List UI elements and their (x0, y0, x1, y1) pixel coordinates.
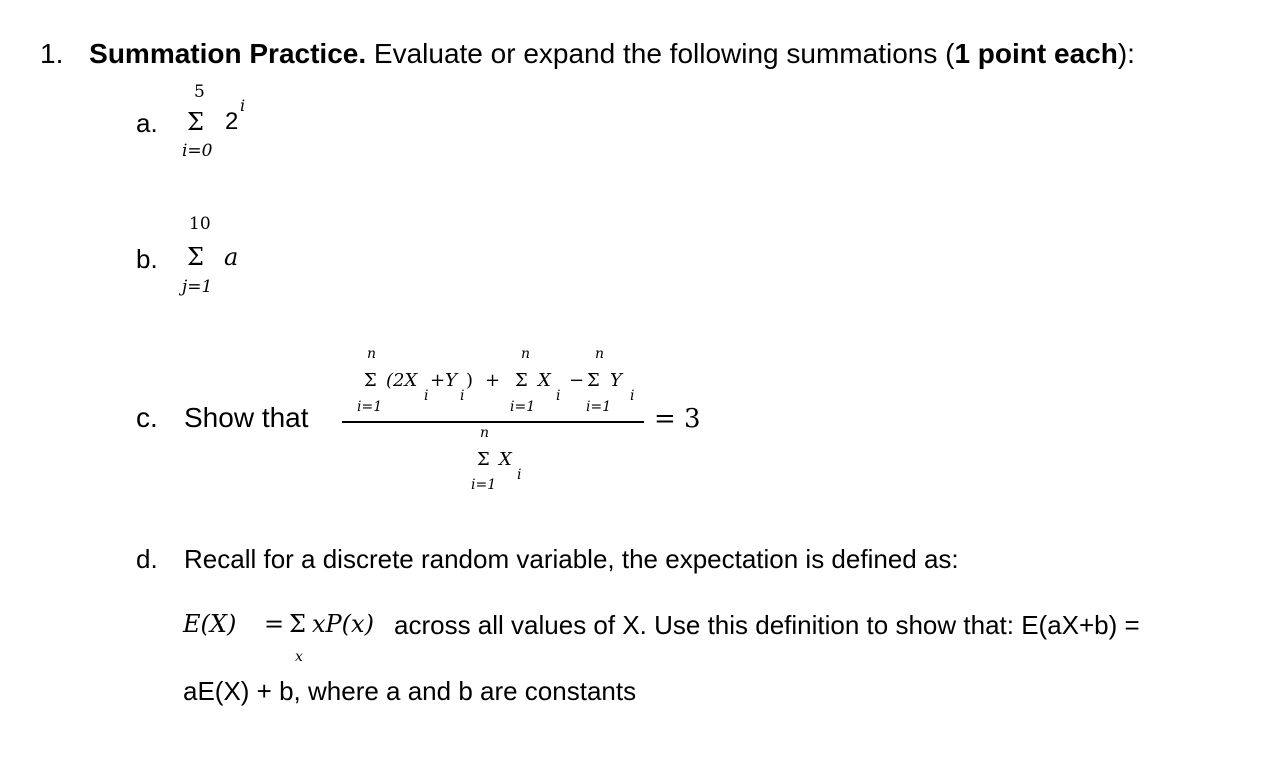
numerator-term-3: Y (610, 370, 622, 391)
question-title: Summation Practice. (89, 38, 367, 69)
numerator-term-1a: (2X (386, 370, 418, 391)
question-header (40, 40, 1135, 68)
part-c-equals: = 3 (654, 404, 701, 434)
numerator-term-1-sub-2: i (460, 388, 465, 404)
numerator-sigma-1-upper: n (367, 346, 377, 362)
part-a-exponent: i (240, 96, 246, 115)
part-a-upper-limit: 5 (194, 82, 205, 102)
expectation-term: xP(x) (312, 610, 374, 638)
part-c-text: Show that (184, 402, 309, 433)
part-a-sigma: Σ (187, 108, 204, 136)
part-b-upper-limit: 10 (189, 214, 211, 234)
numerator-sigma-2: Σ (515, 370, 528, 391)
denominator-term: X (499, 449, 512, 470)
part-b-sigma: Σ (187, 243, 204, 271)
part-d-line-2: across all values of X. Use this definition to show that: E(aX+b) = (394, 610, 1140, 640)
question-intro-end: ): (1117, 38, 1135, 69)
numerator-term-1c: ) (466, 370, 474, 391)
denominator-sigma-lower: i=1 (471, 477, 497, 493)
question-points: 1 point each (954, 38, 1118, 69)
numerator-sigma-3: Σ (587, 370, 600, 391)
part-a-label: a. (136, 108, 158, 138)
denominator-sigma: Σ (477, 449, 490, 470)
question-number: 1. (40, 38, 64, 69)
part-c-label: c. (136, 402, 158, 433)
numerator-sigma-2-upper: n (521, 346, 531, 362)
numerator-sigma-3-lower: i=1 (586, 399, 612, 415)
denominator-term-sub: i (517, 467, 522, 483)
expectation-sigma-lower: x (295, 649, 303, 665)
numerator-sigma-3-upper: n (595, 346, 605, 362)
numerator-term-2-sub: i (556, 388, 561, 404)
numerator-term-2: X (538, 370, 551, 391)
part-b-term: a (224, 243, 239, 271)
question-intro: Evaluate or expand the following summations ( (366, 38, 955, 69)
numerator-sigma-1-lower: i=1 (357, 399, 383, 415)
part-a-lower-limit: i=0 (182, 141, 213, 161)
numerator-term-1b: +Y (430, 370, 457, 391)
expectation-lhs: E(X) (183, 610, 237, 638)
numerator-term-3-sub: i (630, 388, 635, 404)
numerator-sigma-2-lower: i=1 (510, 399, 536, 415)
numerator-term-1-sub-1: i (424, 388, 429, 404)
numerator-sigma-1: Σ (364, 370, 377, 391)
expectation-sigma: Σ (289, 610, 306, 638)
part-d-line-1: Recall for a discrete random variable, the expectation is defined as: (184, 544, 959, 574)
part-d-line-3: aE(X) + b, where a and b are constants (183, 676, 637, 706)
numerator-minus: − (569, 370, 585, 391)
part-a-base: 2 (225, 108, 239, 135)
part-b-lower-limit: j=1 (182, 277, 213, 297)
part-d-label: d. (136, 544, 158, 574)
numerator-plus: + (485, 370, 501, 391)
expectation-equals: = (264, 610, 285, 638)
fraction-bar (342, 421, 644, 423)
part-b-label: b. (136, 244, 158, 274)
denominator-sigma-upper: n (480, 425, 490, 441)
